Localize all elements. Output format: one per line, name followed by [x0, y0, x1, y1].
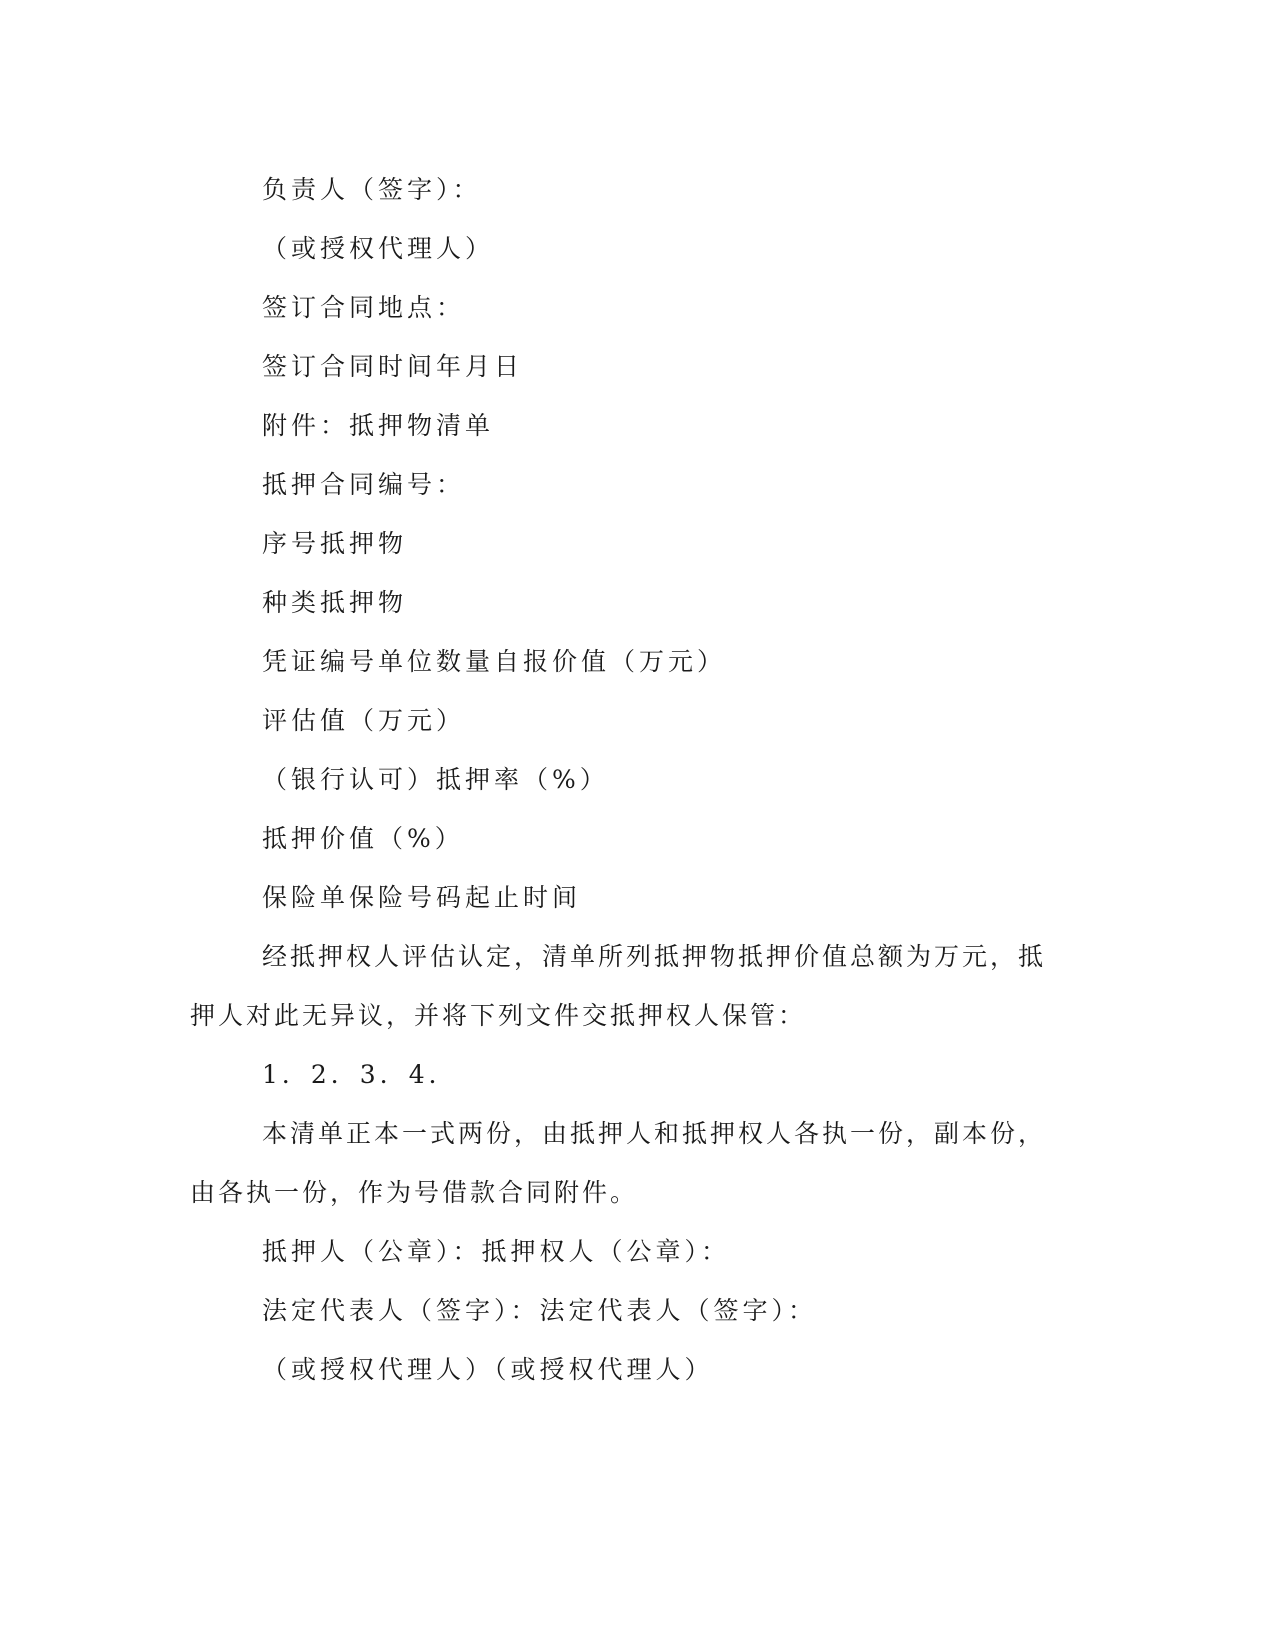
insurance-line: 保险单保险号码起止时间: [262, 883, 582, 912]
valuation-paragraph: 经抵押权人评估认定，清单所列抵押物抵押价值总额为万元，抵押人对此无异议，并将下列文件交抵押权人保管：: [190, 942, 1047, 1030]
legal-representative-line: 法定代表人（签字）：法定代表人（签字）：: [262, 1296, 818, 1325]
collateral-type-line: 种类抵押物: [262, 588, 408, 617]
contract-number-line: 抵押合同编号：: [262, 470, 466, 499]
agents-line: （或授权代理人）（或授权代理人）: [262, 1355, 714, 1384]
mortgage-value-line: 抵押价值（%）: [262, 824, 464, 853]
signing-date-line: 签订合同时间年月日: [262, 352, 524, 381]
document-body: [190, 160, 1070, 1399]
seal-line: 抵押人（公章）：抵押权人（公章）：: [262, 1237, 731, 1266]
copies-paragraph: 本清单正本一式两份，由抵押人和抵押权人各执一份，副本份，由各执一份，作为号借款合同附件。: [190, 1119, 1047, 1207]
appraised-value-line: 评估值（万元）: [262, 706, 466, 735]
signing-place-line: 签订合同地点：: [262, 293, 466, 322]
voucher-details-line: 凭证编号单位数量自报价值（万元）: [262, 647, 727, 676]
document-list-line: 1．2．3．4．: [262, 1060, 458, 1089]
principal-signature-line: 负责人（签字）：: [262, 175, 482, 204]
mortgage-rate-line: （银行认可）抵押率（%）: [262, 765, 609, 794]
attachment-title: 附件：抵押物清单: [262, 411, 495, 440]
authorized-agent-line: （或授权代理人）: [262, 234, 495, 263]
collateral-serial-line: 序号抵押物: [262, 529, 408, 558]
